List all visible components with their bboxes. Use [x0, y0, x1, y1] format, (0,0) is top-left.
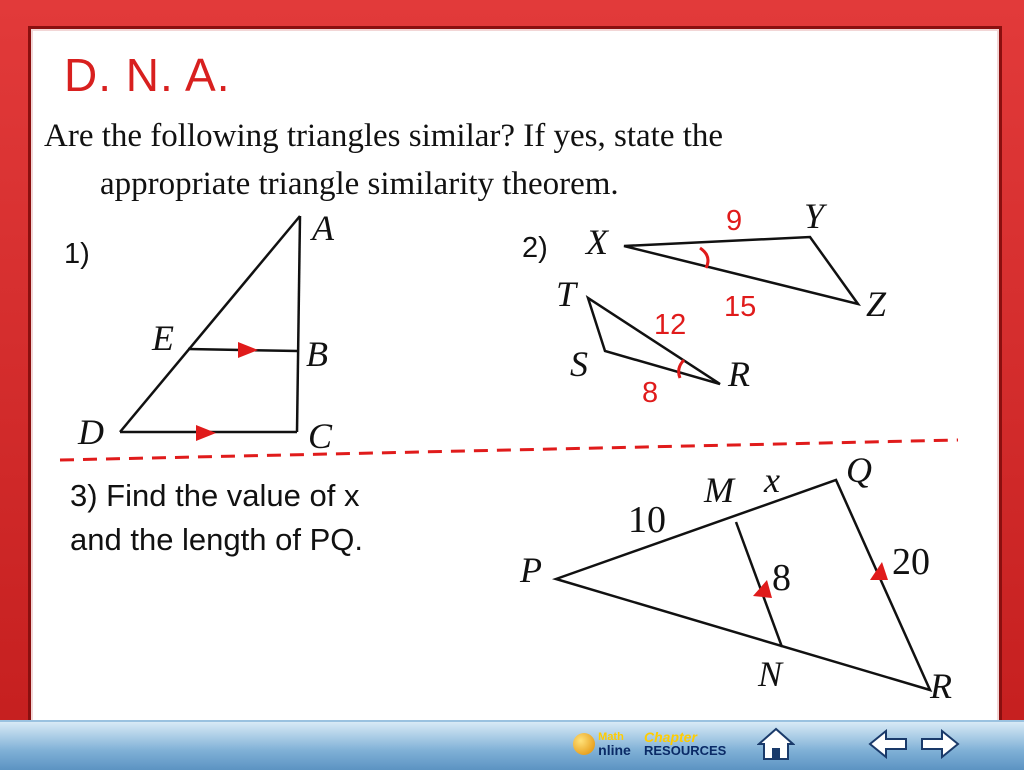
slide-title: D. N. A.	[64, 49, 231, 101]
problem-1-number: 1)	[64, 238, 90, 270]
parallel-arrow-mn	[753, 580, 772, 598]
segment-ac	[297, 216, 300, 432]
measure-8: 8	[772, 557, 791, 599]
forward-arrow-icon	[920, 729, 960, 759]
math-online-bottom: nline	[598, 742, 631, 758]
parallel-arrow-dc	[196, 425, 216, 441]
back-button[interactable]	[866, 724, 910, 764]
measure-12: 12	[654, 309, 687, 341]
globe-icon	[573, 733, 595, 755]
label-Q: Q	[846, 450, 872, 490]
segment-ad	[120, 216, 300, 432]
prompt-line-1: Are the following triangles similar? If yes, state the	[44, 118, 724, 154]
label-X: X	[586, 222, 608, 262]
label-T: T	[556, 274, 577, 314]
chapter-resources-button[interactable]	[644, 724, 744, 764]
label-C: C	[308, 416, 333, 456]
prompt-line-2: appropriate triangle similarity theorem.	[100, 166, 619, 202]
label-A: A	[312, 208, 334, 248]
label-Y: Y	[804, 196, 825, 236]
measure-15: 15	[724, 291, 757, 323]
problem-2-number: 2)	[522, 232, 548, 264]
label-S: S	[570, 344, 588, 384]
dashed-divider	[60, 440, 958, 460]
label-D: D	[78, 412, 104, 452]
measure-10: 10	[628, 499, 666, 541]
triangle-pqr	[556, 480, 930, 690]
label-Z: Z	[866, 284, 887, 324]
label-E: E	[152, 318, 174, 358]
resources-label: RESOURCES	[644, 743, 727, 758]
figure-problem-3	[556, 480, 930, 690]
measure-8-red: 8	[642, 377, 659, 409]
home-icon	[757, 727, 795, 761]
label-R2: R	[728, 354, 750, 394]
home-button[interactable]	[754, 724, 798, 764]
math-online-label	[598, 731, 631, 757]
label-x: x	[764, 460, 780, 500]
label-B: B	[306, 334, 328, 374]
chapter-label: Chapter	[644, 729, 697, 745]
measure-20: 20	[892, 541, 930, 583]
math-online-top: Math	[598, 731, 624, 743]
figure-problem-2	[588, 237, 858, 384]
label-P: P	[520, 550, 542, 590]
measure-9: 9	[726, 205, 743, 237]
label-M: M	[704, 470, 734, 510]
parallel-arrow-eb	[238, 342, 258, 358]
math-online-button[interactable]	[566, 724, 638, 764]
label-R3: R	[930, 666, 952, 706]
problem-3-text: 3) Find the value of x and the length of PQ.	[70, 478, 363, 557]
label-N: N	[758, 654, 783, 694]
angle-mark-r	[679, 360, 684, 378]
back-arrow-icon	[868, 729, 908, 759]
figure-problem-1	[120, 216, 300, 432]
forward-button[interactable]	[918, 724, 962, 764]
